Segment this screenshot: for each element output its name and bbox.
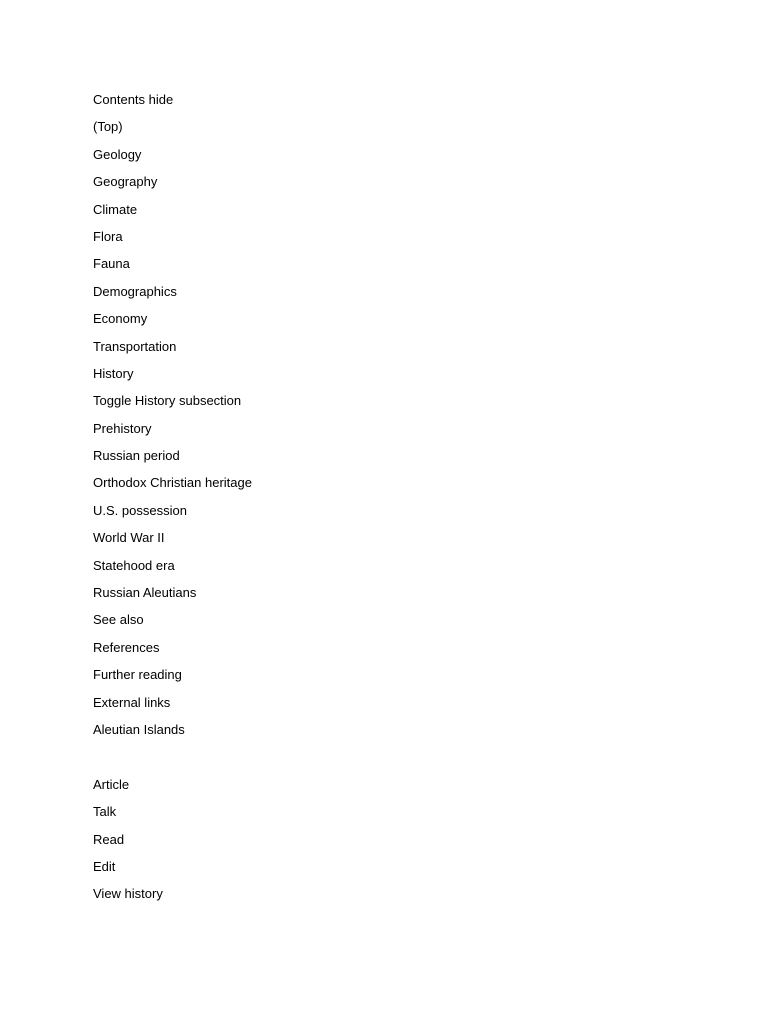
toc-item-economy[interactable]: Economy [93, 311, 148, 327]
toc-item-statehood-era[interactable]: Statehood era [93, 557, 175, 573]
toc-item-geography[interactable]: Geography [93, 174, 158, 190]
toc-item-us-possession[interactable]: U.S. possession [93, 502, 187, 518]
toc-item-geology[interactable]: Geology [93, 146, 142, 162]
toc-item-further-reading[interactable]: Further reading [93, 667, 182, 683]
toc-item-fauna[interactable]: Fauna [93, 256, 130, 272]
toc-item-transportation[interactable]: Transportation [93, 338, 177, 354]
tab-talk[interactable]: Talk [93, 804, 117, 820]
tab-article[interactable]: Article [93, 776, 130, 792]
toc-item-external-links[interactable]: External links [93, 694, 171, 710]
toc-item-demographics[interactable]: Demographics [93, 283, 177, 299]
toggle-history-subsection-button[interactable]: Toggle History subsection [93, 393, 242, 409]
toc-item-russian-aleutians[interactable]: Russian Aleutians [93, 585, 197, 601]
blank-line [93, 743, 693, 770]
toc-item-top[interactable]: (Top) [93, 119, 123, 135]
toc-item-orthodox-christian-heritage[interactable]: Orthodox Christian heritage [93, 475, 252, 491]
toc-item-russian-period[interactable]: Russian period [93, 448, 180, 464]
table-of-contents [93, 113, 693, 716]
page-title: Aleutian Islands [93, 721, 185, 737]
toc-item-prehistory[interactable]: Prehistory [93, 420, 152, 436]
toc-item-flora[interactable]: Flora [93, 228, 123, 244]
toc-item-climate[interactable]: Climate [93, 201, 138, 217]
tab-read[interactable]: Read [93, 831, 125, 847]
page-tabs [93, 771, 693, 908]
toc-item-history[interactable]: History [93, 365, 134, 381]
document-body [93, 86, 693, 908]
toc-item-references[interactable]: References [93, 639, 160, 655]
toc-header: Contents hide [93, 92, 174, 107]
tab-edit[interactable]: Edit [93, 858, 116, 874]
toc-item-see-also[interactable]: See also [93, 612, 144, 628]
toc-item-world-war-ii[interactable]: World War II [93, 530, 165, 546]
tab-view-history[interactable]: View history [93, 886, 163, 902]
